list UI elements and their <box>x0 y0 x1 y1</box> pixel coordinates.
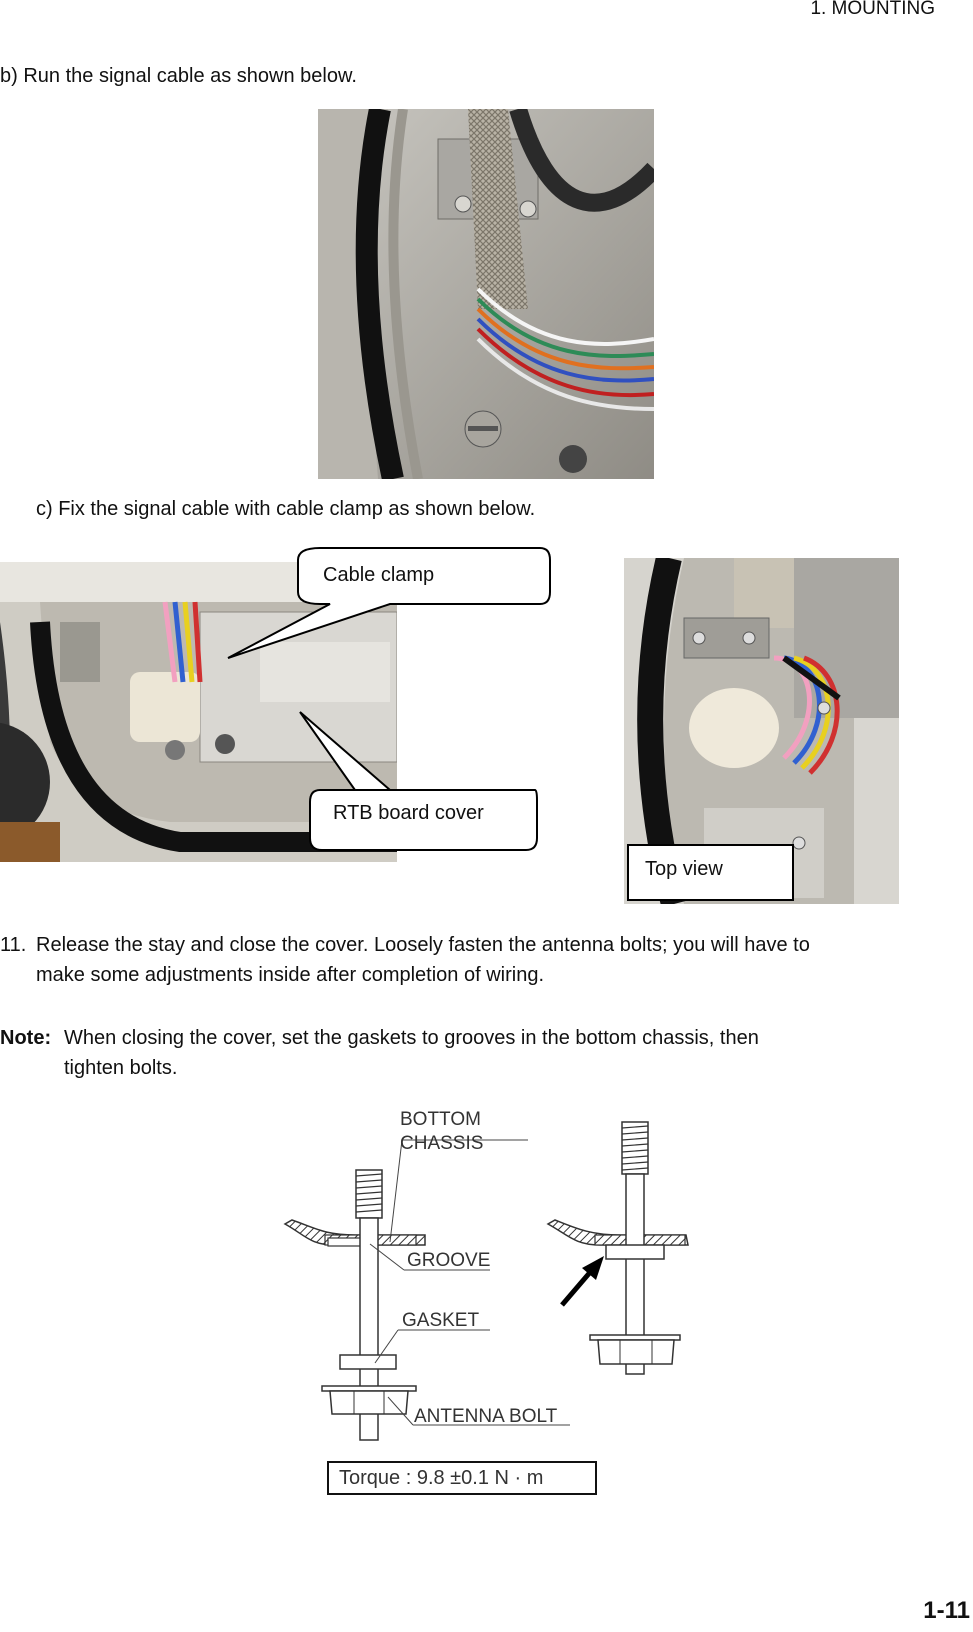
rtb-board-cover-label: RTB board cover <box>333 802 484 824</box>
groove-label: GROOVE <box>407 1250 491 1271</box>
cable-clamp-label: Cable clamp <box>323 564 435 586</box>
torque-box <box>327 1461 597 1495</box>
antenna-bolt-label: ANTENNA BOLT <box>414 1406 558 1427</box>
bottom-chassis-label-2: CHASSIS <box>400 1133 484 1154</box>
note-line1: When closing the cover, set the gaskets to grooves in the bottom chassis, then <box>64 1027 759 1049</box>
step-11-line1: Release the stay and close the cover. Loosely fasten the antenna bolts; you will have to <box>36 934 810 956</box>
bottom-chassis-label-1: BOTTOM <box>400 1110 481 1130</box>
step-c-text: c) Fix the signal cable with cable clamp as shown below. <box>36 498 536 520</box>
section-header: 1. MOUNTING <box>810 0 935 19</box>
torque-text: Torque : 9.8 ±0.1 N · m <box>339 1467 544 1489</box>
top-view-label: Top view <box>645 858 723 880</box>
signal-cable-photo <box>318 109 654 479</box>
callout-bubbles <box>0 540 973 910</box>
gasket-label: GASKET <box>402 1310 480 1331</box>
page-number: 1-11 <box>923 1597 970 1624</box>
step-11-number: 11. <box>0 934 27 956</box>
note-line2: tighten bolts. <box>64 1057 178 1079</box>
note-label: Note: <box>0 1027 52 1049</box>
step-11-line2: make some adjustments inside after completion of wiring. <box>36 964 545 986</box>
step-b-text: b) Run the signal cable as shown below. <box>0 65 357 87</box>
